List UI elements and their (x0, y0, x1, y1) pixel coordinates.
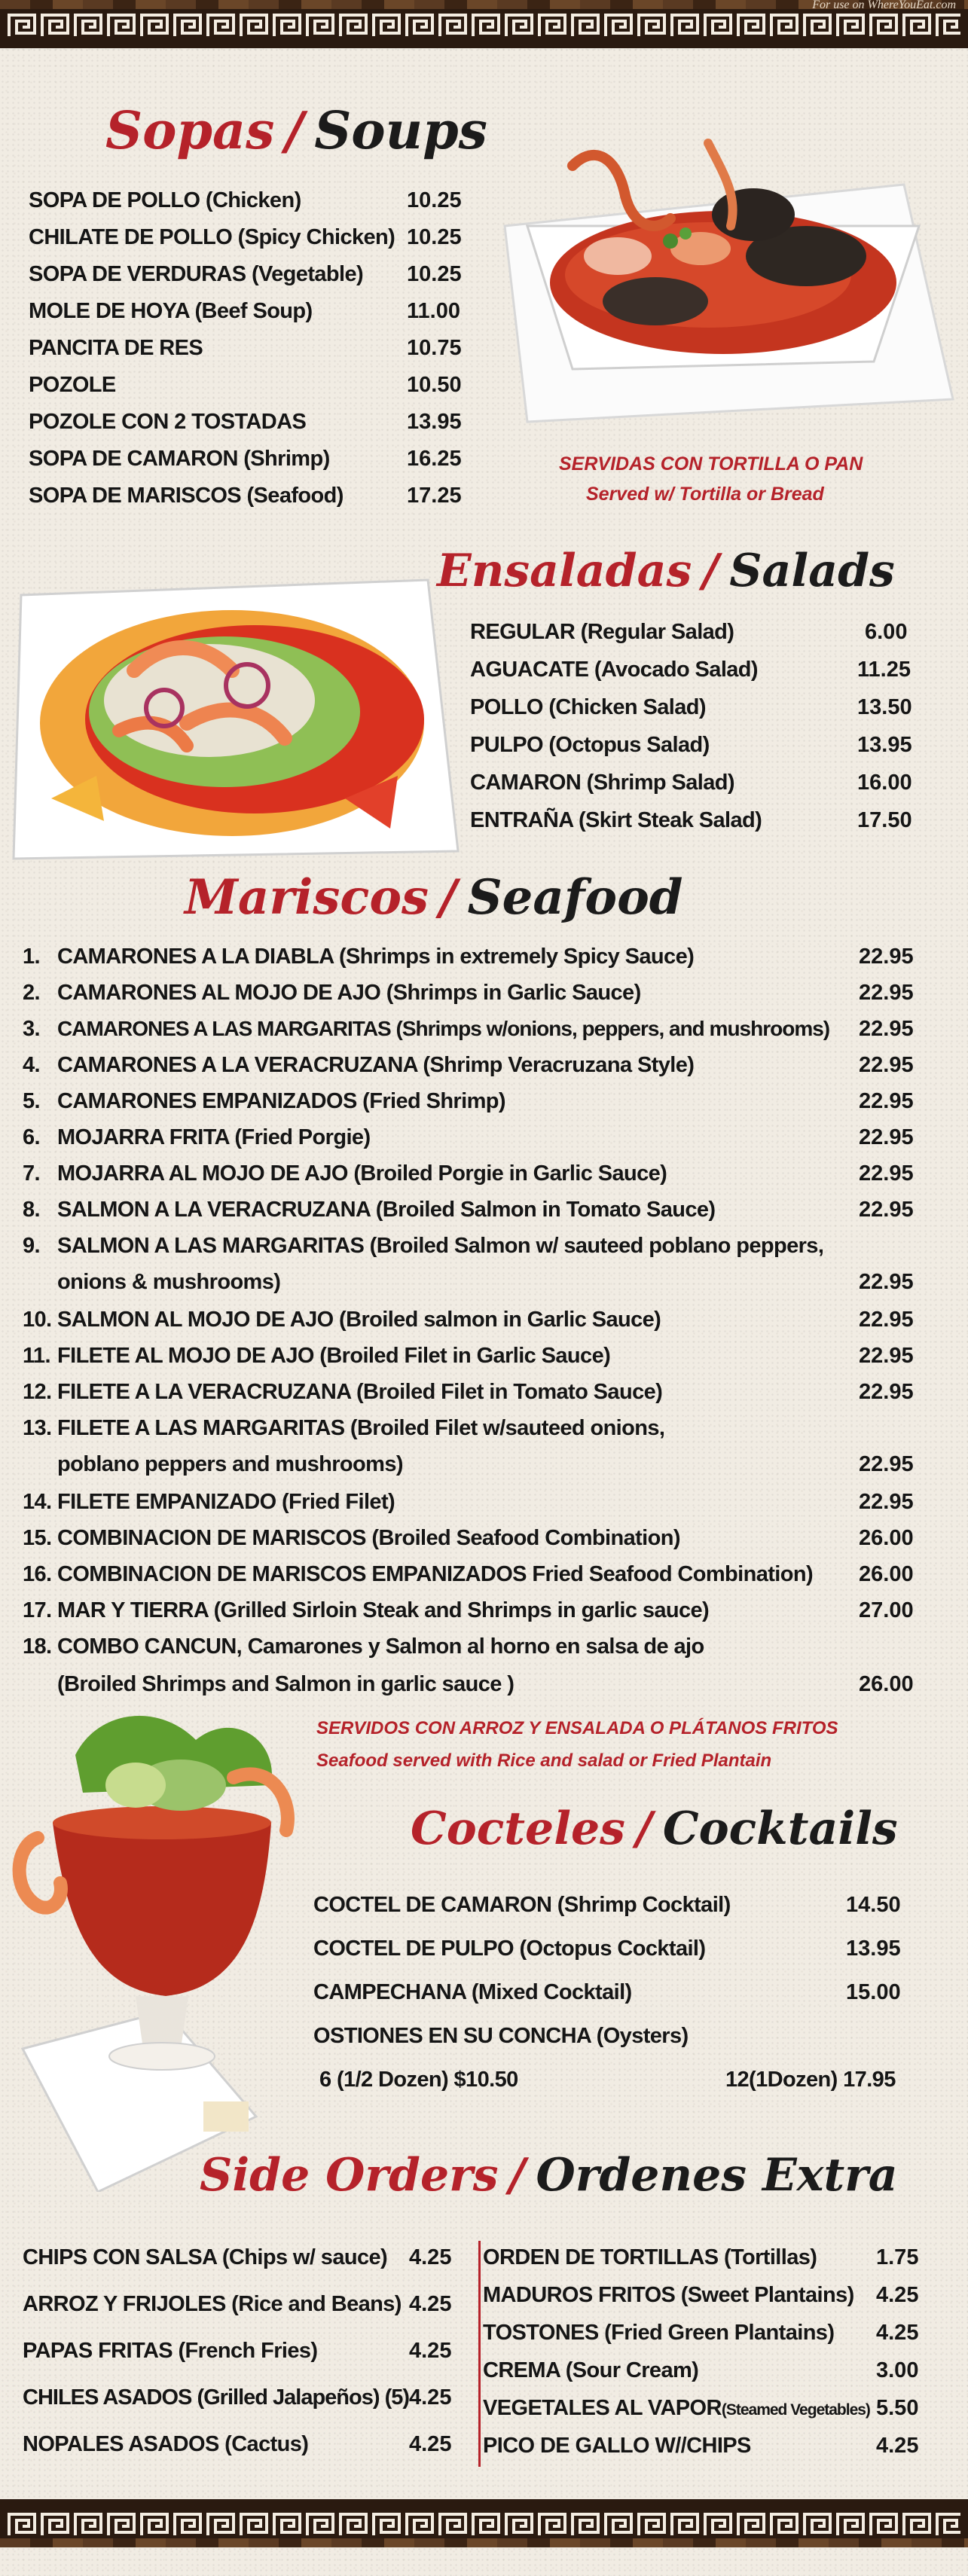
menu-item-price: 4.25 (876, 2434, 919, 2458)
menu-item-price: 22.95 (859, 1161, 914, 1186)
soups-title-en: Soups (314, 101, 487, 161)
salads-title-es: Ensaladas (437, 545, 692, 597)
menu-item-name: CHILES ASADOS (Grilled Jalapeños) (5) (23, 2385, 410, 2410)
menu-item-name: CAMARON (Shrimp Salad) (470, 771, 734, 795)
menu-item-name: MAR Y TIERRA (Grilled Sirloin Steak and Shrimps in garlic sauce) (57, 1598, 710, 1622)
menu-item-name: CAMARONES A LAS MARGARITAS (Shrimps w/onions, peppers, and mushrooms) (57, 1017, 830, 1040)
menu-item-price: 22.95 (859, 1308, 914, 1332)
menu-item-name: REGULAR (Regular Salad) (470, 620, 734, 644)
menu-item-name: CAMARONES A LA VERACRUZANA (Shrimp Veracruzana Style) (57, 1053, 695, 1077)
heading-separator: / (285, 101, 304, 161)
bottom-border-band (0, 2499, 968, 2547)
seafood-title-es: Mariscos (185, 869, 429, 926)
menu-item-name: COMBINACION DE MARISCOS EMPANIZADOS Fried Seafood Combination) (57, 1562, 814, 1586)
menu-item-name: CAMPECHANA (Mixed Cocktail) (313, 1980, 632, 2004)
oysters-dozen-price: 12(1Dozen) 17.95 (725, 2068, 896, 2092)
menu-item-name-main: VEGETALES AL VAPOR (483, 2396, 722, 2420)
item-number: 11. (23, 1344, 50, 1368)
item-number: 2. (23, 981, 40, 1005)
menu-item-price: 22.95 (859, 1452, 914, 1476)
menu-item-name: CHILATE DE POLLO (Spicy Chicken) (29, 225, 395, 249)
soups-heading (105, 101, 487, 161)
sides-heading (200, 2149, 898, 2202)
menu-item-price: 27.00 (859, 1598, 914, 1622)
menu-item-price: 15.00 (846, 1980, 901, 2004)
menu-item-price: 22.95 (859, 1344, 914, 1368)
menu-item-price: 14.50 (846, 1893, 901, 1917)
menu-item-price: 22.95 (859, 1089, 914, 1113)
menu-item-name: POLLO (Chicken Salad) (470, 695, 706, 719)
menu-item-name: SOPA DE MARISCOS (Seafood) (29, 484, 344, 508)
menu-item-price: 22.95 (859, 1125, 914, 1149)
menu-item-name: COCTEL DE CAMARON (Shrimp Cocktail) (313, 1893, 731, 1917)
item-number: 15. (23, 1526, 52, 1550)
menu-item-price: 13.50 (857, 695, 912, 719)
menu-item-name: NOPALES ASADOS (Cactus) (23, 2432, 309, 2456)
website-note: For use on WhereYouEat.com (812, 0, 956, 11)
item-number: 16. (23, 1562, 52, 1586)
menu-item-price: 4.25 (409, 2339, 452, 2363)
menu-item-price: 22.95 (859, 1017, 914, 1041)
menu-item-name: FILETE AL MOJO DE AJO (Broiled Filet in Garlic Sauce) (57, 1344, 611, 1368)
menu-item-name: OSTIONES EN SU CONCHA (Oysters) (313, 2024, 689, 2048)
menu-item-price: 22.95 (859, 1198, 914, 1222)
shrimp-cocktail-photo (8, 1695, 324, 2192)
menu-item-price: 1.75 (876, 2245, 919, 2269)
menu-item-name (483, 2397, 870, 2419)
menu-item-name: MOJARRA AL MOJO DE AJO (Broiled Porgie in Garlic Sauce) (57, 1161, 667, 1186)
top-border-band (0, 0, 968, 48)
item-number: 14. (23, 1490, 52, 1514)
menu-item-price: 4.25 (409, 2245, 452, 2269)
menu-item-name: ARROZ Y FRIJOLES (Rice and Beans) (23, 2292, 402, 2316)
menu-item-price: 13.95 (857, 733, 912, 757)
menu-item-name: SALMON AL MOJO DE AJO (Broiled salmon in Garlic Sauce) (57, 1308, 661, 1332)
item-number: 12. (23, 1380, 52, 1404)
menu-item-price: 4.25 (409, 2432, 452, 2456)
menu-item-name: PULPO (Octopus Salad) (470, 733, 710, 757)
cocktails-title-en: Cocktails (662, 1802, 898, 1855)
menu-item-price: 6.00 (865, 620, 908, 644)
menu-item-price: 10.25 (407, 188, 462, 212)
menu-item-price: 11.25 (857, 658, 911, 682)
menu-item-price: 10.50 (407, 373, 462, 397)
oysters-half-dozen-price: 6 (1/2 Dozen) $10.50 (319, 2068, 518, 2092)
item-number: 17. (23, 1598, 52, 1622)
item-number: 13. (23, 1416, 52, 1440)
menu-item-name: SOPA DE POLLO (Chicken) (29, 188, 301, 212)
menu-item-price: 22.95 (859, 981, 914, 1005)
menu-item-name: FILETE A LA VERACRUZANA (Broiled Filet in Tomato Sauce) (57, 1380, 663, 1404)
menu-item-name-small: (Steamed Vegetables) (721, 2401, 870, 2419)
menu-item-name: CAMARONES A LA DIABLA (Shrimps in extremely Spicy Sauce) (57, 945, 695, 969)
item-number: 10. (23, 1308, 52, 1332)
menu-item-price: 4.25 (876, 2321, 919, 2345)
menu-item-name: CAMARONES EMPANIZADOS (Fried Shrimp) (57, 1089, 505, 1113)
menu-item-price: 26.00 (859, 1672, 914, 1696)
menu-item-price: 13.95 (846, 1937, 901, 1961)
cocktails-heading (411, 1802, 898, 1855)
seafood-heading (185, 869, 683, 926)
item-number: 1. (23, 945, 40, 969)
item-number: 8. (23, 1198, 40, 1222)
menu-item-name: FILETE EMPANIZADO (Fried Filet) (57, 1490, 395, 1514)
heading-separator: / (508, 2149, 526, 2202)
item-number: 6. (23, 1125, 40, 1149)
menu-item-name: COCTEL DE PULPO (Octopus Cocktail) (313, 1937, 706, 1961)
menu-item-price: 17.25 (407, 484, 462, 508)
menu-item-price: 16.00 (857, 771, 912, 795)
menu-item-price: 22.95 (859, 945, 914, 969)
item-number: 4. (23, 1053, 40, 1077)
heading-separator: / (439, 869, 457, 926)
soups-note-en: Served w/ Tortilla or Bread (586, 484, 824, 505)
heading-separator: / (702, 545, 719, 597)
soups-title-es: Sopas (105, 101, 275, 161)
item-number: 7. (23, 1161, 40, 1186)
cocktails-title-es: Cocteles (411, 1802, 625, 1855)
seafood-note-es: SERVIDOS CON ARROZ Y ENSALADA O PLÁTANOS FRITOS (316, 1718, 838, 1738)
item-number: 18. (23, 1634, 52, 1659)
menu-item-price: 16.25 (407, 447, 462, 471)
menu-item-name: SOPA DE VERDURAS (Vegetable) (29, 262, 364, 286)
menu-item-price: 11.00 (407, 299, 460, 323)
menu-item-name: TOSTONES (Fried Green Plantains) (483, 2321, 835, 2345)
menu-item-name: MADUROS FRITOS (Sweet Plantains) (483, 2283, 854, 2307)
menu-item-price: 22.95 (859, 1380, 914, 1404)
seafood-note-en: Seafood served with Rice and salad or Fried Plantain (316, 1750, 772, 1771)
menu-item-price: 22.95 (859, 1270, 914, 1294)
menu-item-price: 26.00 (859, 1562, 914, 1586)
item-number: 3. (23, 1017, 40, 1041)
shrimp-salad-photo (6, 550, 466, 866)
item-number: 9. (23, 1234, 40, 1258)
menu-item-name: COMBINACION DE MARISCOS (Broiled Seafood Combination) (57, 1526, 680, 1550)
menu-item-name: SALMON A LAS MARGARITAS (Broiled Salmon w/ sauteed poblano peppers, (57, 1234, 824, 1258)
menu-item-name-cont: onions & mushrooms) (57, 1270, 281, 1294)
menu-item-price: 4.25 (409, 2292, 452, 2316)
menu-item-price: 13.95 (407, 410, 462, 434)
greek-key-border-top (8, 11, 960, 41)
menu-item-price: 4.25 (876, 2283, 919, 2307)
menu-item-name: MOLE DE HOYA (Beef Soup) (29, 299, 313, 323)
sides-title-en: Ordenes Extra (536, 2149, 898, 2202)
menu-item-name: AGUACATE (Avocado Salad) (470, 658, 758, 682)
menu-item-price: 26.00 (859, 1526, 914, 1550)
salads-heading (437, 545, 895, 597)
menu-item-price: 17.50 (857, 808, 912, 832)
soups-note-es: SERVIDAS CON TORTILLA O PAN (559, 453, 863, 475)
menu-item-name: COMBO CANCUN, Camarones y Salmon al horno en salsa de ajo (57, 1634, 704, 1659)
menu-item-price: 10.25 (407, 225, 462, 249)
menu-item-name: PICO DE GALLO W//CHIPS (483, 2434, 751, 2458)
menu-item-price: 22.95 (859, 1490, 914, 1514)
menu-item-name: CREMA (Sour Cream) (483, 2358, 699, 2382)
menu-item-name-cont: poblano peppers and mushrooms) (57, 1452, 403, 1476)
menu-item-price: 3.00 (876, 2358, 919, 2382)
menu-item-name-cont: (Broiled Shrimps and Salmon in garlic sauce ) (57, 1672, 515, 1696)
menu-item-name: MOJARRA FRITA (Fried Porgie) (57, 1125, 371, 1149)
menu-item-name: PANCITA DE RES (29, 336, 203, 360)
menu-item-name: CAMARONES AL MOJO DE AJO (Shrimps in Garlic Sauce) (57, 981, 641, 1005)
menu-item-name: PAPAS FRITAS (French Fries) (23, 2339, 318, 2363)
salads-title-en: Salads (729, 545, 895, 597)
menu-item-price: 10.25 (407, 262, 462, 286)
menu-item-price: 22.95 (859, 1053, 914, 1077)
sides-column-divider (478, 2241, 481, 2467)
menu-item-price: 4.25 (409, 2385, 452, 2410)
menu-item-name: ENTRAÑA (Skirt Steak Salad) (470, 808, 762, 832)
greek-key-border-bottom (8, 2510, 960, 2540)
heading-separator: / (635, 1802, 652, 1855)
menu-item-name: SALMON A LA VERACRUZANA (Broiled Salmon in Tomato Sauce) (57, 1198, 716, 1222)
menu-item-name: FILETE A LAS MARGARITAS (Broiled Filet w/sauteed onions, (57, 1416, 665, 1440)
seafood-soup-photo (482, 113, 957, 437)
menu-item-price: 10.75 (407, 336, 462, 360)
item-number: 5. (23, 1089, 40, 1113)
menu-item-name: CHIPS CON SALSA (Chips w/ sauce) (23, 2245, 388, 2269)
menu-item-name: SOPA DE CAMARON (Shrimp) (29, 447, 330, 471)
seafood-title-en: Seafood (467, 869, 683, 926)
menu-item-name: POZOLE (29, 373, 116, 397)
menu-item-name: POZOLE CON 2 TOSTADAS (29, 410, 307, 434)
menu-item-name: ORDEN DE TORTILLAS (Tortillas) (483, 2245, 817, 2269)
sides-title-es: Side Orders (200, 2149, 499, 2202)
menu-item-price: 5.50 (876, 2396, 919, 2420)
